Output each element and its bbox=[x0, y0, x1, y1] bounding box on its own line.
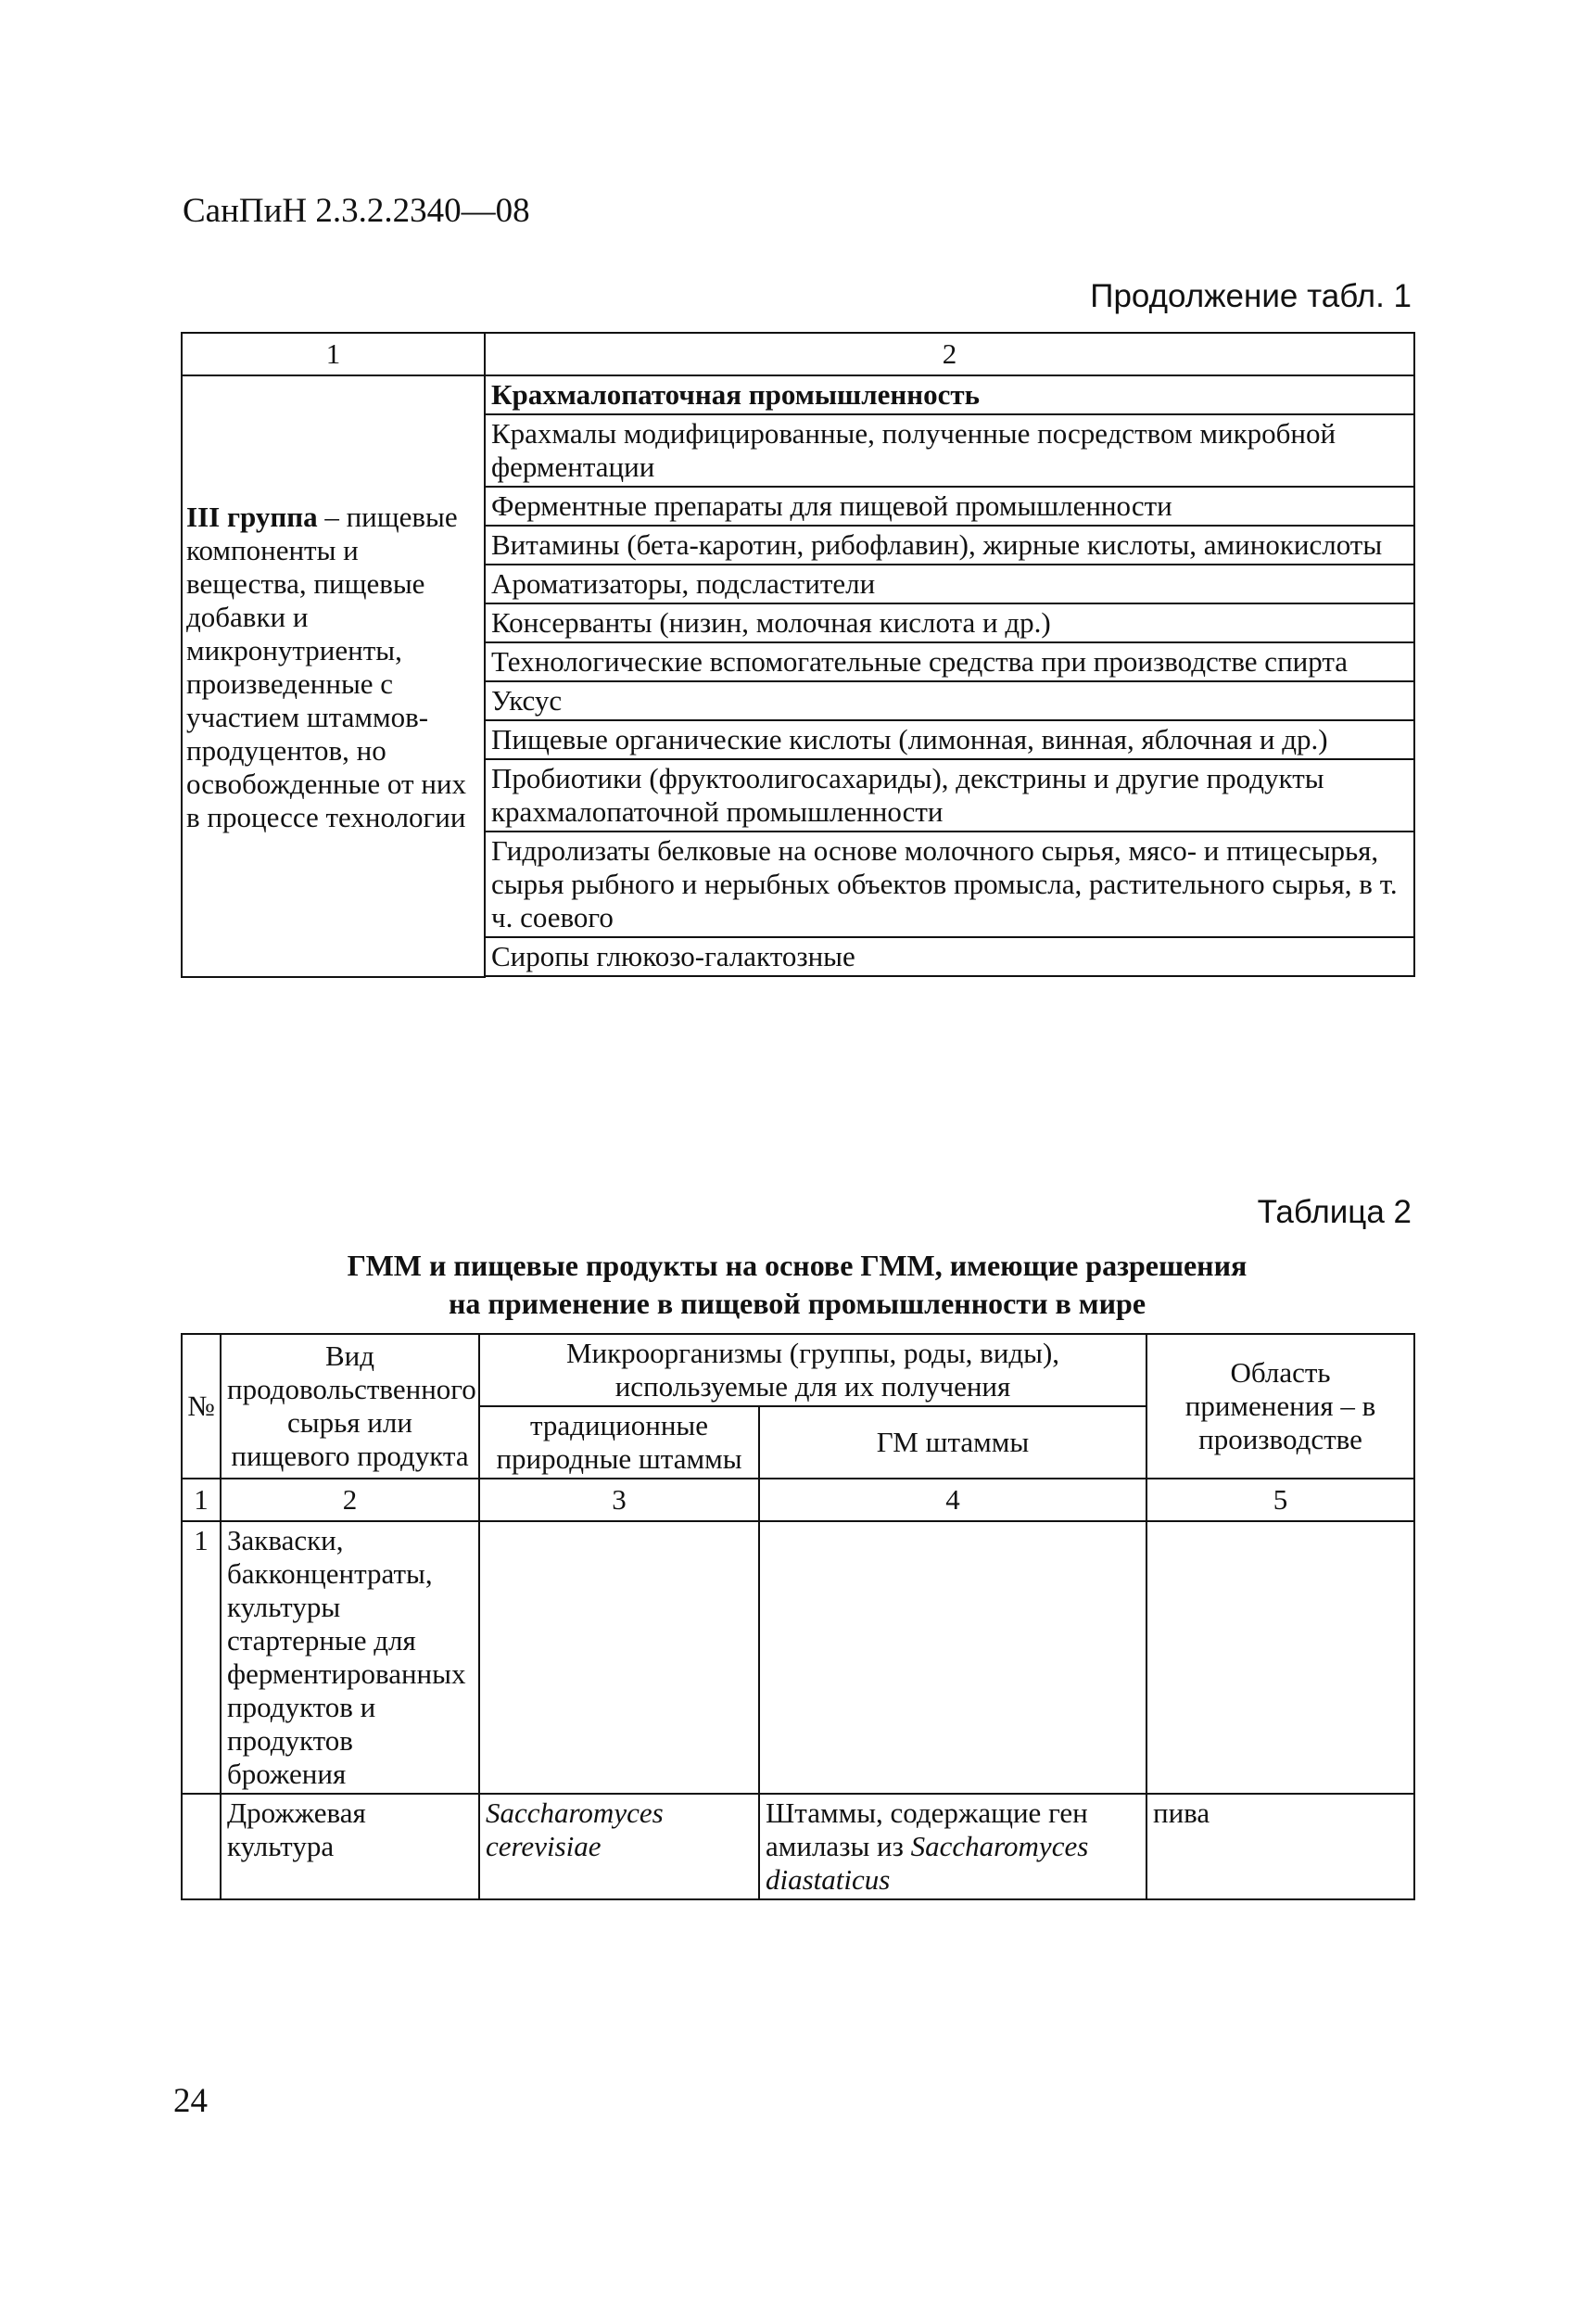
group-cell bbox=[182, 375, 485, 977]
row-num: 1 bbox=[182, 1521, 221, 1794]
list-item: Ферментные препараты для пищевой промышленности bbox=[485, 487, 1414, 526]
table-2 bbox=[181, 1333, 1415, 1900]
list-item: Пробиотики (фруктоолигосахариды), декстрины и другие продукты крахмалопаточной промышленности bbox=[485, 759, 1414, 832]
header-num: № bbox=[182, 1334, 221, 1479]
row-gm bbox=[759, 1521, 1146, 1794]
row-traditional bbox=[479, 1521, 759, 1794]
table-continuation-label: Продолжение табл. 1 bbox=[1090, 278, 1412, 314]
table-2-title-line2: на применение в пищевой промышленности в мире bbox=[448, 1287, 1146, 1320]
row-gm-text: Штаммы, содержащие ген амилазы из bbox=[766, 1797, 1088, 1862]
list-item: Сиропы глюкозо-галактозные bbox=[485, 937, 1414, 976]
header-microorganisms: Микроорганизмы (группы, роды, виды), используемые для их получения bbox=[479, 1334, 1146, 1406]
row-area: пива bbox=[1146, 1794, 1414, 1899]
document-code: СанПиН 2.3.2.2340—08 bbox=[183, 192, 530, 230]
col-number-4: 4 bbox=[759, 1479, 1146, 1521]
list-item: Уксус bbox=[485, 681, 1414, 720]
list-item: Крахмалы модифицированные, полученные посредством микробной ферментации bbox=[485, 414, 1414, 487]
header-area: Область применения – в производстве bbox=[1146, 1334, 1414, 1479]
list-item: Технологические вспомогательные средства при производстве спирта bbox=[485, 642, 1414, 681]
list-item: Гидролизаты белковые на основе молочного сырья, мясо- и птицесырья, сырья рыбного и нерыбных объектов промысла, растительного сырья, в т. ч. соевого bbox=[485, 832, 1414, 937]
table-2-caption: Таблица 2 bbox=[1257, 1194, 1412, 1230]
list-item: Ароматизаторы, подсластители bbox=[485, 565, 1414, 603]
group-description: – пищевые компоненты и вещества, пищевые добавки и микронутриенты, произведенные с участием штаммов-продуцентов, но освобожденные от них в процессе технологии bbox=[186, 500, 466, 833]
list-item: Консерванты (низин, молочная кислота и др.) bbox=[485, 603, 1414, 642]
group-label: III группа bbox=[186, 500, 318, 533]
col-number-2: 2 bbox=[485, 333, 1414, 375]
list-item: Витамины (бета-каротин, рибофлавин), жирные кислоты, аминокислоты bbox=[485, 526, 1414, 565]
col-number-1: 1 bbox=[182, 1479, 221, 1521]
col-number-2: 2 bbox=[221, 1479, 479, 1521]
row-gm-species: Saccharomyces diastaticus bbox=[766, 1830, 1089, 1896]
table-row bbox=[182, 1794, 1414, 1899]
page-number: 24 bbox=[173, 2082, 208, 2120]
table-2-title-line1: ГММ и пищевые продукты на основе ГММ, имеющие разрешения bbox=[347, 1249, 1248, 1282]
row-kind: Закваски, бакконцентраты, культуры стартерные для ферментированных продуктов и продуктов брожения bbox=[221, 1521, 479, 1794]
header-gm: ГМ штаммы bbox=[759, 1406, 1146, 1479]
table-1 bbox=[181, 332, 1415, 978]
header-traditional: традиционные природные штаммы bbox=[479, 1406, 759, 1479]
row-traditional: Saccharomyces cerevisiae bbox=[479, 1794, 759, 1899]
row-num bbox=[182, 1794, 221, 1899]
row-kind: Дрожжевая культура bbox=[221, 1794, 479, 1899]
row-gm bbox=[759, 1794, 1146, 1899]
col-number-5: 5 bbox=[1146, 1479, 1414, 1521]
col-number-1: 1 bbox=[182, 333, 485, 375]
col-number-3: 3 bbox=[479, 1479, 759, 1521]
section-title: Крахмалопаточная промышленность bbox=[485, 375, 1414, 414]
table-row bbox=[182, 1521, 1414, 1794]
header-kind: Вид продовольственного сырья или пищевого продукта bbox=[221, 1334, 479, 1479]
table-2-title bbox=[183, 1247, 1412, 1323]
row-area bbox=[1146, 1521, 1414, 1794]
list-item: Пищевые органические кислоты (лимонная, винная, яблочная и др.) bbox=[485, 720, 1414, 759]
